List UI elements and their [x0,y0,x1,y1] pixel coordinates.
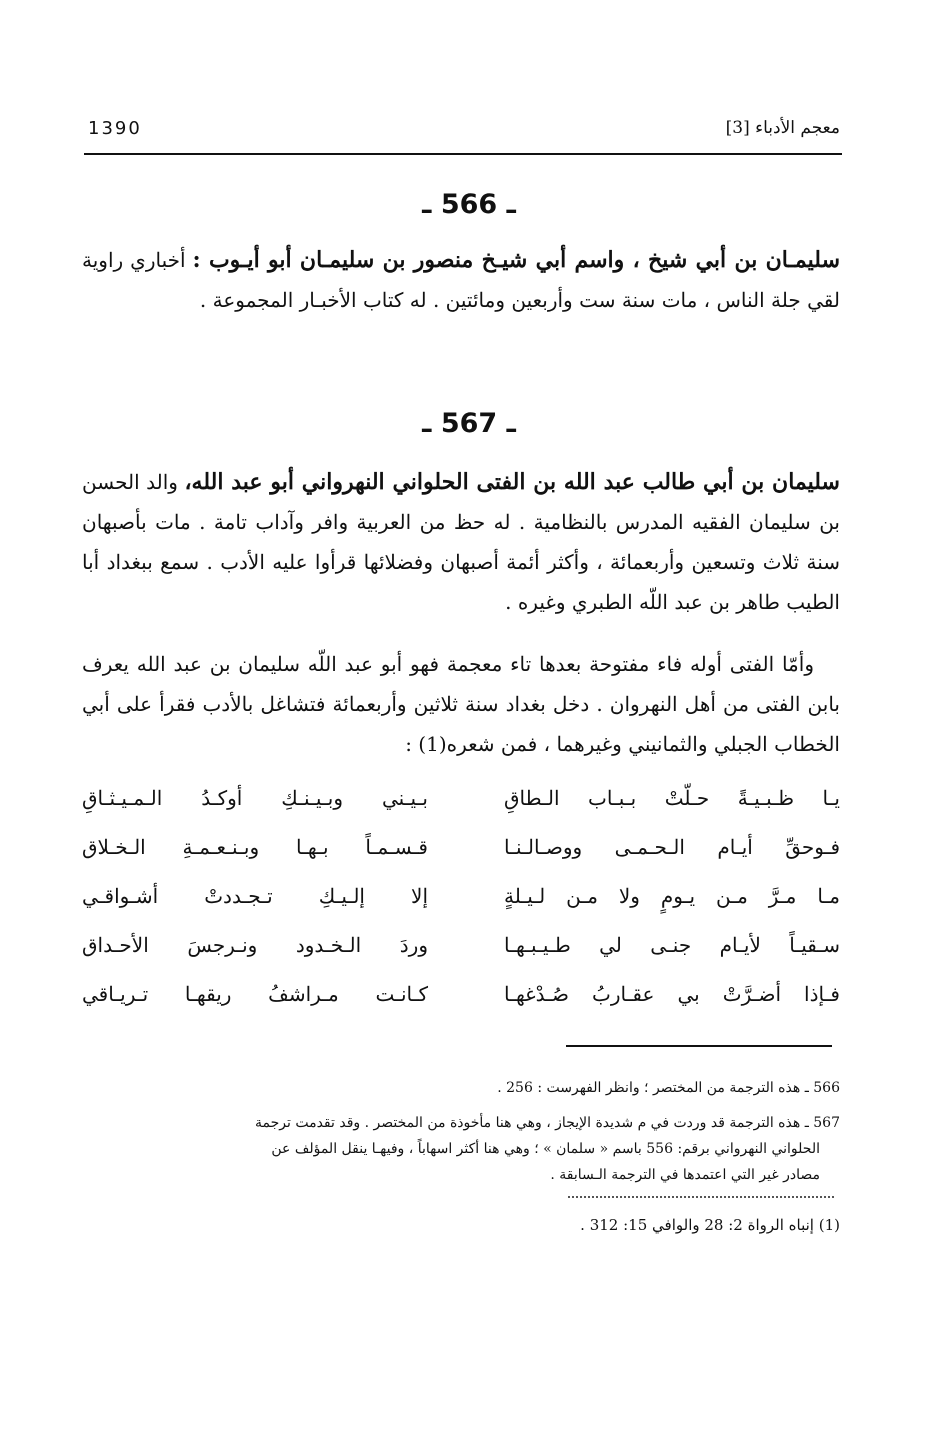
verse-row [82,982,840,1022]
entry-567-paragraph-2: وأمّا الفتى أوله فاء مفتوحة بعدها تاء معجمة فهو أبو عبد اللّه سليمان بن عبد الله يعرف بابن الفتى من أهل النهروان . دخل بغداد سنة ثلاثين وأربعمائة فتشاغل بالأدب فقرأ على أبي الخطاب الجبلي والثمانيني وغيرهما ، فمن شعره(1) : [82,652,840,756]
verse-row [82,884,840,924]
footnote-567-line-3: مصادر غير التي اعتمدها في الترجمة الـسابقة . [550,1167,820,1183]
footnote-567-line-2: الحلواني النهرواني برقم: 556 باسم « سلمان » ؛ وهي هنا أكثر اسهاباً ، وفيهـا ينقل المؤلف عن [271,1141,820,1157]
footnote-567-line-1: 567 ـ هذه الترجمة قد وردت في م شديدة الإيجاز ، وهي هنا مأخوذة من المختصر . وقد تقدمت ترجمة [255,1115,840,1131]
verse-first-hemistich: فـإذا أضـرَّتْ بي عقـاربُ صُـدْغهـا [504,982,840,1006]
verse-row [82,786,840,826]
dotted-rule [568,1196,834,1198]
verse-first-hemistich: فـوحقِّ أيـام الـحـمـى ووصـالـنـا [504,835,840,859]
footnote-rule [566,1045,832,1047]
verse-row [82,835,840,875]
entry-number-567: ـ 567 ـ [422,408,516,439]
footnote-566: 566 ـ هذه الترجمة من المختصر ؛ وانظر الفهرست : 256 . [497,1080,840,1096]
entry-567-body: والد الحسن بن سليمان الفقيه المدرس بالنظامية . له حظ من العربية وافر وآداب تامة . مات بأصبهان سنة ثلاث وتسعين وأربعمائة ، وأكثر أئمة أصبهان وفضلائها قرأوا عليه الأدب . سمع ببغداد أبا الطيب طاهر بن عبد اللّه الطبري وغيره . [82,470,840,614]
entry-566-text [82,240,840,320]
entry-566-lead: سليمـان بن أبي شيخ ، واسم أبي شيـخ منصور بن سليمـان أبو أيـوب : [192,247,841,273]
entry-566-body: أخباري راوية لقي جلة الناس ، مات سنة ست وأربعين ومائتين . له كتاب الأخبـار المجموعة . [82,248,840,312]
verse-second-hemistich: إلا إلـيـكِ تـجـددتْ أشـواقـي [82,884,428,908]
verse-first-hemistich: مـا مـرَّ مـن يـومٍ ولا مـن لـيـلةٍ [504,884,840,908]
page-number: 1390 [88,118,142,139]
verse-first-hemistich: سـقيـاً لأيـام جنـى لي طـيـبـهـا [504,933,840,957]
header-title: معجم الأدباء [3] [725,118,840,138]
verse-first-hemistich: يـا ظـبـيـةً حـلّتْ بـبـاب الـطاقِ [504,786,840,810]
entry-567-text [82,462,840,622]
verse-second-hemistich: كـانـت مـراشفُ ريقهـا تـريـاقي [82,982,428,1006]
verse-row [82,933,840,973]
entry-567-lead: سليمان بن أبي طالب عبد الله بن الفتى الحلواني النهرواني أبو عبد الله، [184,469,840,495]
verse-second-hemistich: بـيـني وبـيـنـكِ أوكـدُ الـمـيـثـاقِ [82,786,428,810]
running-header [88,118,840,148]
verse-second-hemistich: قـسـمـاً بـهـا وبـنـعـمـةِ الـخـلاق [82,835,428,859]
header-rule [84,153,842,155]
entry-number-566: ـ 566 ـ [422,189,516,220]
footnote-ref-1: (1) إنباه الرواة 2: 28 والوافي 15: 312 . [580,1216,840,1234]
verse-second-hemistich: وردَ الـخـدود ونـرجسَ الأحـداق [82,933,428,957]
